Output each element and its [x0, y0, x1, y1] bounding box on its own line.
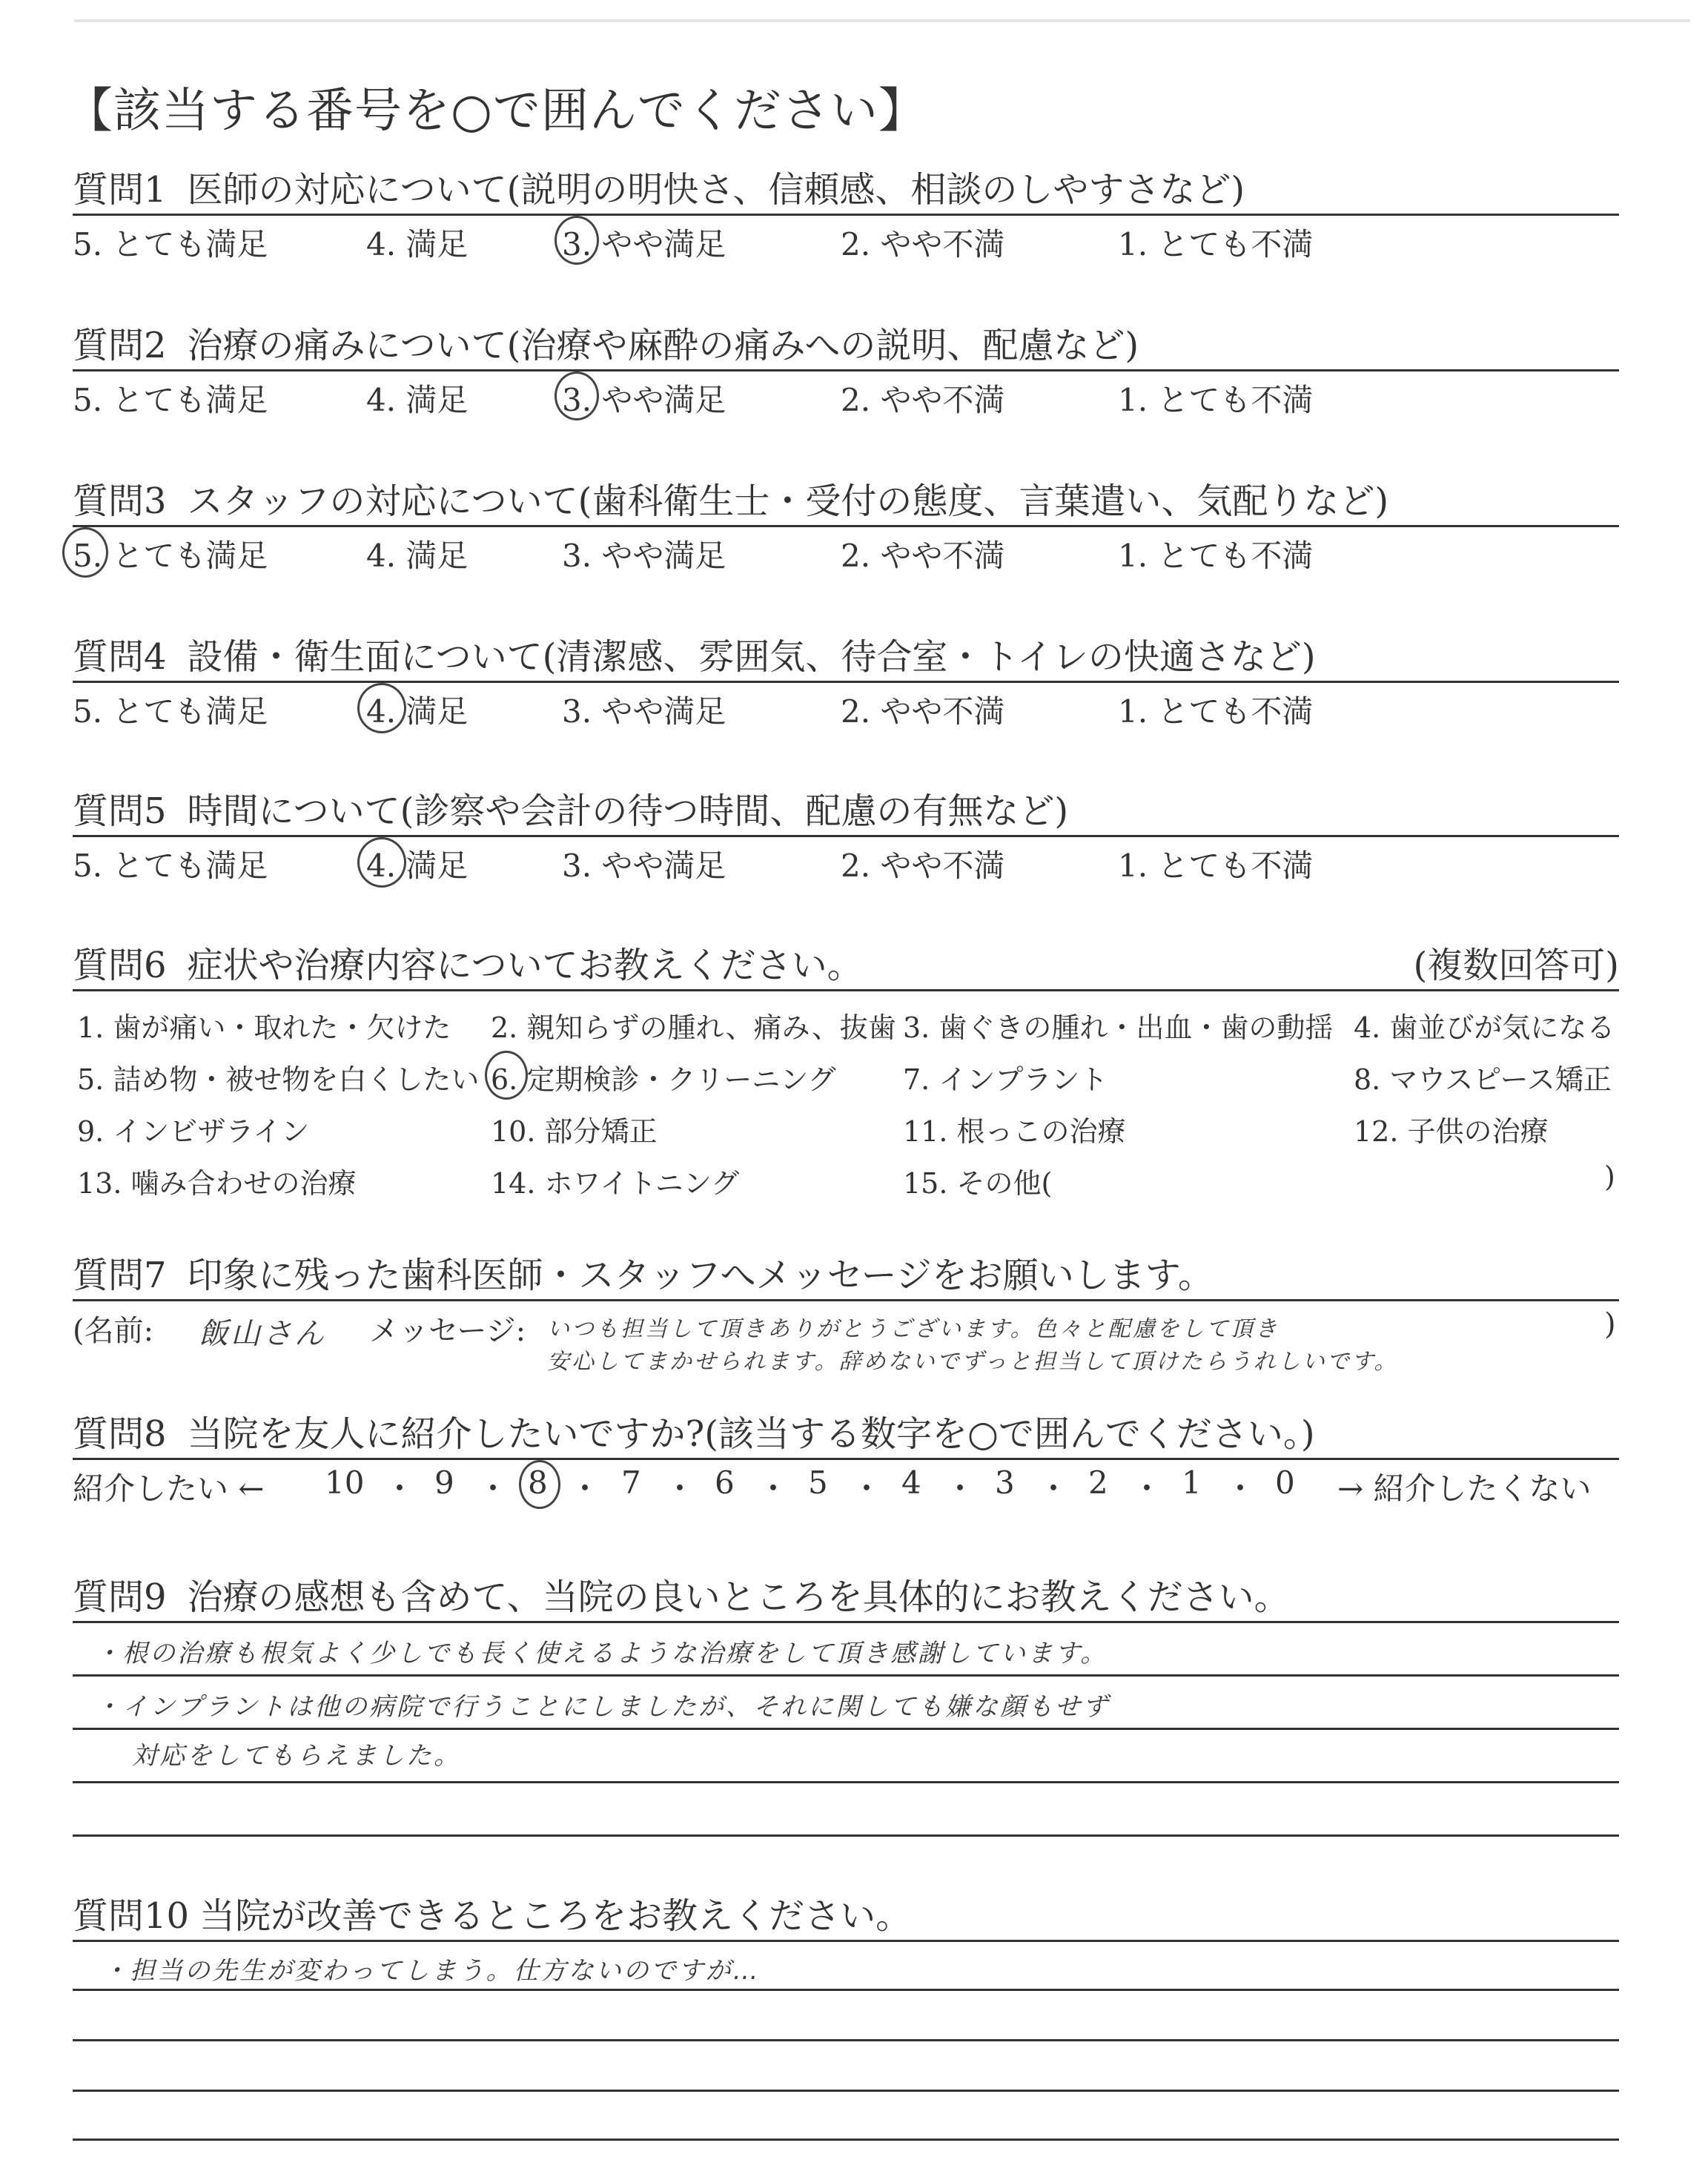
- scale-value[interactable]: 10: [325, 1464, 365, 1501]
- divider: [73, 214, 1619, 216]
- question-2: [73, 323, 1619, 417]
- question-number: 質問1: [73, 169, 167, 211]
- symptom-grid: [73, 991, 1619, 1214]
- option-2[interactable]: 2. やや不満: [841, 538, 1005, 574]
- answer-line-1[interactable]: ・担当の先生が変わってしまう。仕方ないのですが…: [102, 1956, 761, 1986]
- message-label: メッセージ:: [369, 1314, 526, 1348]
- question-number: 質問6: [73, 945, 167, 986]
- scale-value-selected[interactable]: 8: [528, 1464, 548, 1501]
- options-row: [73, 842, 1619, 883]
- scale-value[interactable]: 0: [1275, 1464, 1295, 1501]
- option-2[interactable]: 2. やや不満: [841, 382, 1005, 418]
- question-text: 症状や治療内容についてお教えください。: [187, 945, 863, 986]
- question-number: 質問10: [73, 1895, 190, 1937]
- question-number: 質問4: [73, 636, 167, 678]
- divider: [73, 369, 1619, 371]
- message-close-paren: ): [1604, 1307, 1616, 1341]
- question-text: 治療の痛みについて(治療や麻酔の痛みへの説明、配慮など): [187, 325, 1139, 366]
- question-6: [73, 943, 1619, 1214]
- question-8: [73, 1412, 1619, 1509]
- option-4[interactable]: 4. 満足: [366, 382, 469, 418]
- symptom-item[interactable]: 6. 定期検診・クリーニング: [491, 1063, 836, 1096]
- option-3[interactable]: 3. やや満足: [562, 848, 726, 884]
- option-3[interactable]: 3. やや満足: [562, 693, 726, 730]
- symptom-item-other[interactable]: 15. その他(: [903, 1167, 1053, 1200]
- symptom-item[interactable]: 13. 噛み合わせの治療: [77, 1167, 357, 1200]
- question-7: [73, 1253, 1619, 1375]
- question-4: [73, 635, 1619, 729]
- option-5[interactable]: 5. とても満足: [73, 848, 268, 884]
- scale-value[interactable]: 6: [715, 1464, 735, 1501]
- option-5[interactable]: 5. とても満足: [73, 693, 268, 730]
- question-text: 印象に残った歯科医師・スタッフへメッセージをお願いします。: [187, 1255, 1214, 1296]
- option-1[interactable]: 1. とても不満: [1118, 693, 1314, 730]
- scale-value[interactable]: 4: [901, 1464, 921, 1501]
- question-number: 質問9: [73, 1576, 167, 1618]
- symptom-item[interactable]: 11. 根っこの治療: [903, 1115, 1126, 1148]
- symptom-item[interactable]: 10. 部分矯正: [491, 1115, 658, 1148]
- option-3[interactable]: 3. やや満足: [562, 382, 726, 418]
- question-text: 設備・衛生面について(清潔感、雰囲気、待合室・トイレの快適さなど): [187, 636, 1316, 678]
- option-4[interactable]: 4. 満足: [366, 693, 469, 730]
- symptom-item[interactable]: 3. 歯ぐきの腫れ・出血・歯の動揺: [903, 1011, 1334, 1044]
- selected-circle: [62, 527, 108, 578]
- symptom-item[interactable]: 1. 歯が痛い・取れた・欠けた: [77, 1011, 451, 1044]
- question-text: 当院を友人に紹介したいですか?(該当する数字を○で囲んでください。): [187, 1413, 1315, 1455]
- option-1[interactable]: 1. とても不満: [1118, 382, 1314, 418]
- option-2[interactable]: 2. やや不満: [841, 693, 1005, 730]
- question-text: 医師の対応について(説明の明快さ、信頼感、相談のしやすさなど): [187, 169, 1245, 211]
- option-3[interactable]: 3. やや満足: [562, 226, 726, 262]
- question-5: [73, 789, 1619, 883]
- options-row: [73, 687, 1619, 729]
- symptom-item[interactable]: 8. マウスピース矯正: [1354, 1063, 1612, 1096]
- selected-circle: [485, 1051, 528, 1100]
- symptom-item[interactable]: 14. ホワイトニング: [491, 1167, 740, 1200]
- symptom-item[interactable]: 9. インビザライン: [77, 1115, 310, 1148]
- scale-value[interactable]: 7: [621, 1464, 641, 1501]
- selected-circle: [555, 216, 599, 265]
- question-text: スタッフの対応について(歯科衛生士・受付の態度、言葉遣い、気配りなど): [187, 480, 1389, 522]
- option-4[interactable]: 4. 満足: [366, 848, 469, 884]
- question-3: [73, 479, 1619, 573]
- scale-left-label: 紹介したい ←: [73, 1470, 265, 1507]
- option-2[interactable]: 2. やや不満: [841, 226, 1005, 262]
- option-5[interactable]: 5. とても満足: [73, 226, 268, 262]
- multiple-answers-note: (複数回答可): [1413, 945, 1619, 986]
- option-4[interactable]: 4. 満足: [366, 538, 469, 574]
- scale-value[interactable]: 5: [808, 1464, 828, 1501]
- selected-circle: [519, 1460, 560, 1509]
- symptom-item[interactable]: 5. 詰め物・被せ物を白くしたい: [77, 1063, 480, 1096]
- question-text: 当院が改善できるところをお教えください。: [199, 1895, 912, 1937]
- divider: [73, 835, 1619, 837]
- option-5[interactable]: 5. とても満足: [73, 382, 268, 418]
- question-text: 時間について(診察や会計の待つ時間、配慮の有無など): [187, 790, 1069, 832]
- symptom-item[interactable]: 4. 歯並びが気になる: [1354, 1011, 1615, 1044]
- question-number: 質問2: [73, 325, 167, 366]
- message-line-1[interactable]: いつも担当して頂きありがとうございます。色々と配慮をして頂き: [547, 1316, 1280, 1342]
- option-4[interactable]: 4. 満足: [366, 226, 469, 262]
- name-value[interactable]: 飯山さん: [199, 1317, 326, 1351]
- answer-line-2[interactable]: ・インプラントは他の病院で行うことにしましたが、それに関しても嫌な顔もせず: [95, 1692, 1110, 1722]
- scale-value[interactable]: 2: [1088, 1464, 1108, 1501]
- options-row: [73, 376, 1619, 417]
- divider: [73, 525, 1619, 527]
- scale-value[interactable]: 3: [995, 1464, 1015, 1501]
- option-2[interactable]: 2. やや不満: [841, 848, 1005, 884]
- message-row: [73, 1301, 1619, 1375]
- selected-circle: [357, 683, 406, 733]
- option-1[interactable]: 1. とても不満: [1118, 226, 1314, 262]
- answer-line-3[interactable]: 対応をしてもらえました。: [132, 1741, 461, 1771]
- name-label: (名前:: [73, 1314, 154, 1348]
- symptom-item[interactable]: 2. 親知らずの腫れ、痛み、抜歯: [491, 1011, 896, 1044]
- symptom-item[interactable]: 7. インプラント: [903, 1063, 1108, 1096]
- question-number: 質問3: [73, 480, 167, 522]
- option-3[interactable]: 3. やや満足: [562, 538, 726, 574]
- question-number: 質問5: [73, 790, 167, 832]
- question-text: 治療の感想も含めて、当院の良いところを具体的にお教えください。: [187, 1576, 1290, 1618]
- form-title: 【該当する番号を○で囲んでください】: [65, 84, 927, 139]
- recommend-scale: 紹介したい ← 10 ・ 9 ・ 8 ・ 7 ・ 6 ・ 5 ・ 4 ・ 3 ・ 2 ・ 1 ・ 0 → 紹介したくない: [73, 1464, 1619, 1509]
- question-1: [73, 168, 1619, 262]
- selected-circle: [555, 371, 599, 420]
- scale-right-label: → 紹介したくない: [1337, 1470, 1592, 1507]
- top-border: [74, 19, 1690, 22]
- scale-value[interactable]: 1: [1182, 1464, 1202, 1501]
- option-5[interactable]: 5. とても満足: [73, 538, 268, 574]
- divider: [73, 1458, 1619, 1460]
- option-1[interactable]: 1. とても不満: [1118, 848, 1314, 884]
- answer-line-1[interactable]: ・根の治療も根気よく少しでも長く使えるような治療をして頂き感謝しています。: [95, 1639, 1108, 1668]
- symptom-item[interactable]: 12. 子供の治療: [1354, 1115, 1549, 1148]
- question-9: [73, 1575, 1619, 1771]
- question-number: 質問8: [73, 1413, 167, 1455]
- other-close-paren: ): [1604, 1160, 1615, 1193]
- option-1[interactable]: 1. とても不満: [1118, 538, 1314, 574]
- message-line-2[interactable]: 安心してまかせられます。辞めないでずっと担当して頂けたらうれしいです。: [547, 1349, 1399, 1375]
- divider: [73, 681, 1619, 683]
- question-number: 質問7: [73, 1255, 167, 1296]
- selected-circle: [357, 837, 406, 888]
- options-row: [73, 532, 1619, 573]
- options-row: [73, 220, 1619, 262]
- scale-value[interactable]: 9: [434, 1464, 454, 1501]
- question-10: [73, 1894, 1619, 1986]
